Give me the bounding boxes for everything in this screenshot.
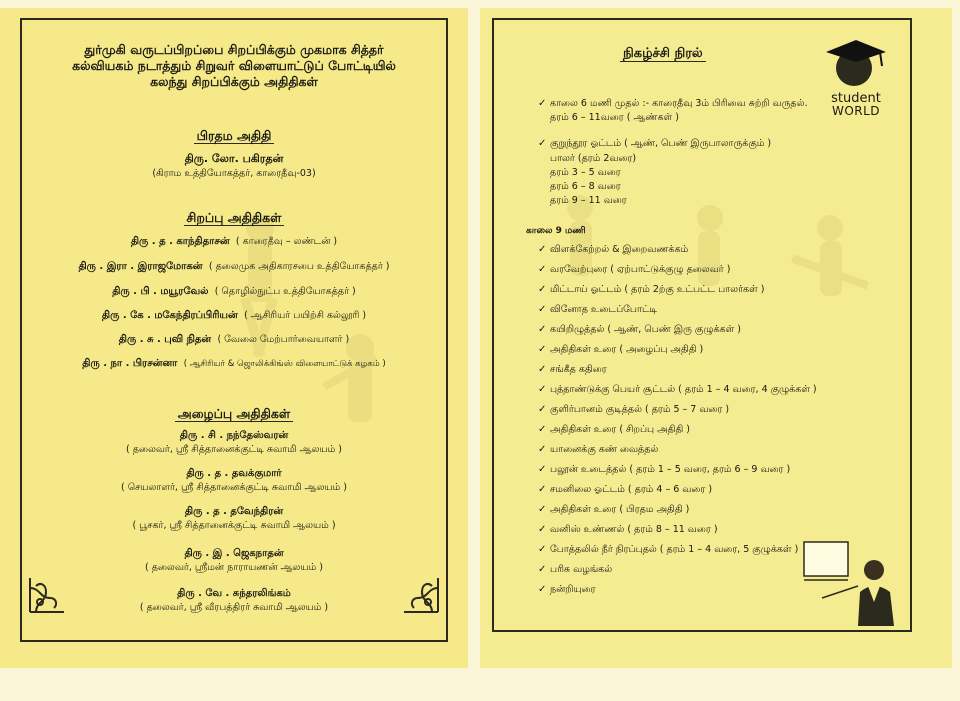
intro-line: துர்முகி வருடப்பிறப்பை சிறப்பிக்கும் முகமாக சித்தர்: [84, 42, 384, 57]
event-item: ✓ கயிறிழுத்தல் ( ஆண், பெண் இரு குழுக்கள் ): [538, 324, 741, 335]
checkmark-icon: ✓: [538, 138, 547, 149]
event-item: ✓ விளக்கேற்றல் & இறைவணக்கம்: [538, 244, 689, 255]
event-item: ✓ வனிஸ் உண்ணல் ( தரம் 8 – 11 வரை ): [538, 524, 718, 535]
checkmark-icon: ✓: [538, 444, 547, 455]
teacher-pointer-icon: [802, 540, 902, 626]
special-guest-row: திரு . கே . மகேந்திரப்பிரியன் ( ஆசிரியர் பயிற்சி கல்லூரி ): [101, 310, 367, 321]
invited-guest-name: திரு . த . தவக்குமார்: [186, 468, 282, 479]
schedule-subrow: பாலர் (தரம் 2வரை): [550, 153, 637, 164]
corner-ornament-icon: [26, 568, 74, 616]
invited-guest-name: திரு . த . தவேந்திரன்: [184, 506, 284, 517]
time-heading: காலை 9 மணி: [526, 226, 586, 236]
right-page: [480, 8, 952, 668]
corner-ornament-icon: [394, 568, 442, 616]
intro-line: கலந்து சிறப்பிக்கும் அதிதிகள்: [150, 74, 318, 89]
special-guest-row: திரு . த . காந்திதாசன் ( காரைதீவு – லண்டன் ): [130, 236, 338, 247]
checkmark-icon: ✓: [538, 344, 547, 355]
schedule-row: ✓ குறுந்தூர ஓட்டம் ( ஆண், பெண் இருபாலாருக்கும் ): [538, 138, 772, 149]
event-item: ✓ போத்தலில் நீர் நிரப்புதல் ( தரம் 1 – 4 வரை, 5 குழுக்கள் ): [538, 544, 799, 555]
event-item: ✓ மிட்டாய் ஓட்டம் ( தரம் 2ற்கு உட்பட்ட பாலர்கள் ): [538, 284, 765, 295]
special-guest-row: திரு . பி . மயூரவேல் ( தொழில்நுட்ப உத்தியோகத்தர் ): [112, 286, 356, 297]
checkmark-icon: ✓: [538, 504, 547, 515]
invited-guest-desc: ( செயலாளர், ஸ்ரீ சித்தானைக்குட்டி சுவாமி ஆலயம் ): [121, 482, 347, 493]
chief-guest-heading: பிரதம அதிதி: [0, 128, 468, 145]
event-item: ✓ பலூன் உடைத்தல் ( தரம் 1 – 5 வரை, தரம் 6 – 9 வரை ): [538, 464, 791, 475]
programme-title: நிகழ்ச்சி நிரல்: [620, 46, 706, 62]
student-world-logo: [820, 36, 892, 132]
event-item: ✓ அதிதிகள் உரை ( சிறப்பு அதிதி ): [538, 424, 690, 435]
schedule-subrow: தரம் 3 – 5 வரை: [550, 167, 621, 178]
event-item: ✓ வரவேற்புரை ( ஏற்பாட்டுக்குழு தலைவர் ): [538, 264, 731, 275]
invited-guest-desc: ( தலைவர், ஸ்ரீ சித்தானைக்குட்டி சுவாமி ஆலயம் ): [126, 444, 342, 455]
event-item: ✓ நன்றியுரை: [538, 584, 596, 595]
schedule-subrow: தரம் 6 – 11வரை ( ஆண்கள் ): [550, 112, 679, 123]
special-guest-row: திரு . நா . பிரசன்னா ( ஆசிரியர் & ஜொலிக்கிங்ஸ் விளையாட்டுக் கழகம் ): [82, 358, 386, 369]
event-item: ✓ குளிர்பானம் குடித்தல் ( தரம் 5 – 7 வரை ): [538, 404, 730, 415]
invited-guest-name: திரு . இ . ஜெகநாதன்: [184, 548, 284, 559]
checkmark-icon: ✓: [538, 284, 547, 295]
logo-text-student: student: [831, 91, 881, 106]
intro-text: [0, 42, 468, 90]
checkmark-icon: ✓: [538, 524, 547, 535]
event-item: ✓ சமனிலை ஓட்டம் ( தரம் 4 – 6 வரை ): [538, 484, 713, 495]
schedule-subrow: தரம் 6 – 8 வரை: [550, 181, 621, 192]
graduation-globe-icon: [820, 36, 892, 88]
invited-guests-heading: அழைப்பு அதிதிகள்: [0, 406, 468, 423]
invited-guest-name: திரு . சி . நந்தேஸ்வரன்: [179, 430, 289, 441]
event-item: ✓ அதிதிகள் உரை ( பிரதம அதிதி ): [538, 504, 690, 515]
checkmark-icon: ✓: [538, 464, 547, 475]
chief-guest-desc: (கிராம உத்தியோகத்தர், காரைதீவு-03): [152, 168, 316, 179]
special-guests-heading: சிறப்பு அதிதிகள்: [0, 210, 468, 227]
invited-guest-desc: ( பூசகர், ஸ்ரீ சித்தானைக்குட்டி சுவாமி ஆலயம் ): [132, 520, 336, 531]
intro-line: கல்வியகம் நடாத்தும் சிறுவர் விளையாட்டுப் போட்டியில்: [72, 58, 396, 73]
invited-guest-desc: ( தலைவர், ஸ்ரீமன் நாராயணன் ஆலயம் ): [145, 562, 323, 573]
checkmark-icon: ✓: [538, 424, 547, 435]
left-page: [0, 8, 468, 668]
checkmark-icon: ✓: [538, 384, 547, 395]
invited-guest-name: திரு . வே . சுந்தரலிங்கம்: [177, 588, 291, 599]
event-item: ✓ பரிசு வழங்கல்: [538, 564, 613, 575]
event-item: ✓ வினோத உடைப்போட்டி: [538, 304, 658, 315]
checkmark-icon: ✓: [538, 364, 547, 375]
schedule-subrow: தரம் 9 – 11 வரை: [550, 195, 627, 206]
checkmark-icon: ✓: [538, 484, 547, 495]
checkmark-icon: ✓: [538, 244, 547, 255]
checkmark-icon: ✓: [538, 404, 547, 415]
checkmark-icon: ✓: [538, 264, 547, 275]
invited-guest-desc: ( தலைவர், ஸ்ரீ வீரபத்திரர் சுவாமி ஆலயம் ): [139, 602, 329, 613]
chief-guest-name: திரு. லோ. பகிரதன்: [184, 152, 284, 165]
special-guest-row: திரு . சு . புவி நிதன் ( வேலை மேற்பார்வையாளர் ): [118, 334, 350, 345]
checkmark-icon: ✓: [538, 324, 547, 335]
logo-text-world: WORLD: [831, 104, 881, 118]
checkmark-icon: ✓: [538, 564, 547, 575]
checkmark-icon: ✓: [538, 98, 547, 109]
checkmark-icon: ✓: [538, 544, 547, 555]
schedule-row: ✓ காலை 6 மணி முதல் :- காரைதீவு 3ம் பிரிவை சுற்றி வருதல்.: [538, 98, 808, 109]
event-item: ✓ புத்தாண்டுக்கு பெயர் சூட்டல் ( தரம் 1 – 4 வரை, 4 குழுக்கள் ): [538, 384, 817, 395]
special-guest-row: திரு . இரா . இராஜமோகன் ( தலைமுக அதிகாரசபை உத்தியோகத்தர் ): [78, 261, 390, 272]
checkmark-icon: ✓: [538, 304, 547, 315]
event-item: ✓ யானைக்கு கண் வைத்தல்: [538, 444, 659, 455]
checkmark-icon: ✓: [538, 584, 547, 595]
event-item: ✓ அதிதிகள் உரை ( அழைப்பு அதிதி ): [538, 344, 704, 355]
event-item: ✓ சங்கீத கதிரை: [538, 364, 607, 375]
